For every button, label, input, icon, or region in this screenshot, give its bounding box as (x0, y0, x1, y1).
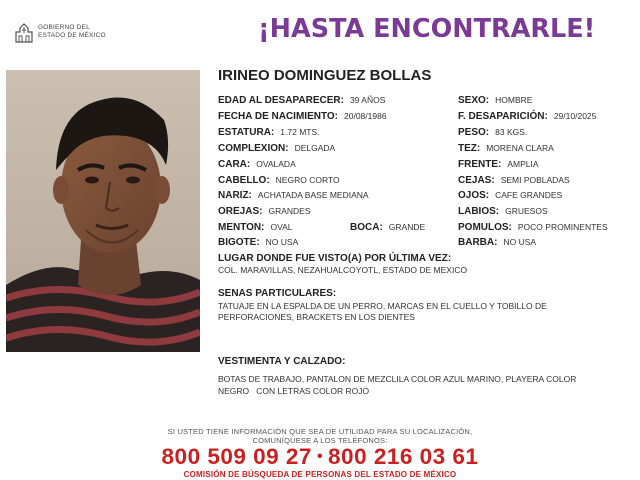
barba-value: NO USA (503, 237, 537, 247)
menton-label: MENTON: (218, 222, 265, 233)
state-logo-text (38, 24, 106, 40)
cejas-value: SEMI POBLADAS (500, 175, 570, 185)
fnac-label: FECHA DE NACIMIENTO: (218, 111, 338, 122)
field-cejas (458, 175, 570, 186)
contact-note-line-2: COMUNÍQUESE A LOS TELÉFONOS: (252, 436, 388, 445)
field-sexo (458, 95, 532, 106)
frente-label: FRENTE: (458, 159, 502, 170)
fdes-label: F. DESAPARICIÓN: (458, 111, 548, 122)
barba-label: BARBA: (458, 237, 498, 248)
field-bigote (218, 237, 298, 248)
sexo-label: SEXO: (458, 95, 490, 106)
field-boca (350, 222, 425, 233)
orejas-value: GRANDES (268, 206, 311, 216)
field-peso (458, 127, 527, 138)
field-fecha-nacimiento (218, 111, 387, 122)
commission-name: COMISIÓN DE BÚSQUEDA DE PERSONAS DEL ESTADO DE MÉXICO (183, 470, 457, 479)
field-complexion (218, 143, 335, 154)
person-photo (6, 70, 200, 352)
ojos-label: OJOS: (458, 190, 490, 201)
clothing-line-2: NEGRO CON LETRAS COLOR ROJO (218, 386, 370, 396)
phone-1[interactable]: 800 509 09 27 (161, 444, 312, 469)
estatura-label: ESTATURA: (218, 127, 275, 138)
ojos-value: CAFE GRANDES (495, 190, 563, 200)
peso-label: PESO: (458, 127, 490, 138)
labios-value: GRUESOS (505, 206, 548, 216)
pomulos-value: POCO PROMINENTES (517, 222, 608, 232)
field-edad (218, 95, 385, 106)
nariz-value: ACHATADA BASE MEDIANA (257, 190, 369, 200)
bigote-label: BIGOTE: (218, 237, 260, 248)
tez-label: TEZ: (458, 143, 481, 154)
field-ojos (458, 190, 562, 201)
last-seen-text: COL. MARAVILLAS, NEZAHUALCOYOTL, ESTADO DE MEXICO (218, 265, 468, 275)
nariz-label: NARIZ: (218, 190, 252, 201)
edad-value: 39 AÑOS (349, 95, 386, 105)
labios-label: LABIOS: (458, 206, 500, 217)
field-tez (458, 143, 554, 154)
field-menton (218, 222, 293, 233)
menton-value: OVAL (270, 222, 293, 232)
field-labios (458, 206, 548, 217)
field-frente (458, 159, 539, 170)
boca-value: GRANDE (388, 222, 426, 232)
person-name: IRINEO DOMINGUEZ BOLLAS (218, 67, 432, 84)
cejas-label: CEJAS: (458, 175, 495, 186)
bigote-value: NO USA (265, 237, 299, 247)
field-barba (458, 237, 536, 248)
field-estatura (218, 127, 320, 138)
field-fecha-desaparicion (458, 111, 596, 122)
marks-line-1: TATUAJE EN LA ESPALDA DE UN PERRO, MARCAS EN EL CUELLO Y TOBILLO DE (218, 301, 547, 311)
estatura-value: 1.72 MTS. (280, 127, 320, 137)
contact-note-line-1: SI USTED TIENE INFORMACIÓN QUE SEA DE UTILIDAD PARA SU LOCALIZACIÓN, (167, 427, 473, 436)
field-nariz (218, 190, 369, 201)
complexion-label: COMPLEXION: (218, 143, 289, 154)
logo-line-2: ESTADO DE MÉXICO (38, 32, 106, 39)
marks-line-2: PERFORACIONES, BRACKETS EN LOS DIENTES (218, 312, 415, 322)
field-cara (218, 159, 296, 170)
field-orejas (218, 206, 311, 217)
cara-label: CARA: (218, 159, 251, 170)
headline: ¡HASTA ENCONTRARLE! (258, 14, 596, 44)
peso-value: 83 KGS. (495, 127, 528, 137)
cabello-value: NEGRO CORTO (275, 175, 340, 185)
tez-value: MORENA CLARA (486, 143, 554, 153)
pomulos-label: POMULOS: (458, 222, 512, 233)
phone-numbers (0, 444, 640, 470)
field-pomulos (458, 222, 608, 233)
logo-line-1: GOBIERNO DEL (38, 24, 90, 31)
clothing-title: VESTIMENTA Y CALZADO: (218, 356, 346, 367)
phone-separator: • (316, 448, 324, 465)
fdes-value: 29/10/2025 (553, 111, 597, 121)
orejas-label: OREJAS: (218, 206, 263, 217)
clothing-line-1: BOTAS DE TRABAJO, PANTALON DE MEZCLILA COLOR AZUL MARINO, PLAYERA COLOR (218, 374, 577, 384)
last-seen-title: LUGAR DONDE FUE VISTO(A) POR ÚLTIMA VEZ: (218, 253, 452, 264)
fnac-value: 20/08/1986 (344, 111, 387, 121)
marks-title: SENAS PARTICULARES: (218, 288, 337, 299)
phone-2[interactable]: 800 216 03 61 (328, 444, 479, 469)
sexo-value: HOMBRE (495, 95, 533, 105)
frente-value: AMPLIA (507, 159, 539, 169)
complexion-value: DELGADA (294, 143, 336, 153)
cara-value: OVALADA (256, 159, 296, 169)
cabello-label: CABELLO: (218, 175, 270, 186)
edad-label: EDAD AL DESAPARECER: (218, 95, 344, 106)
field-cabello (218, 175, 340, 186)
boca-label: BOCA: (350, 222, 383, 233)
state-emblem-icon (14, 22, 34, 44)
